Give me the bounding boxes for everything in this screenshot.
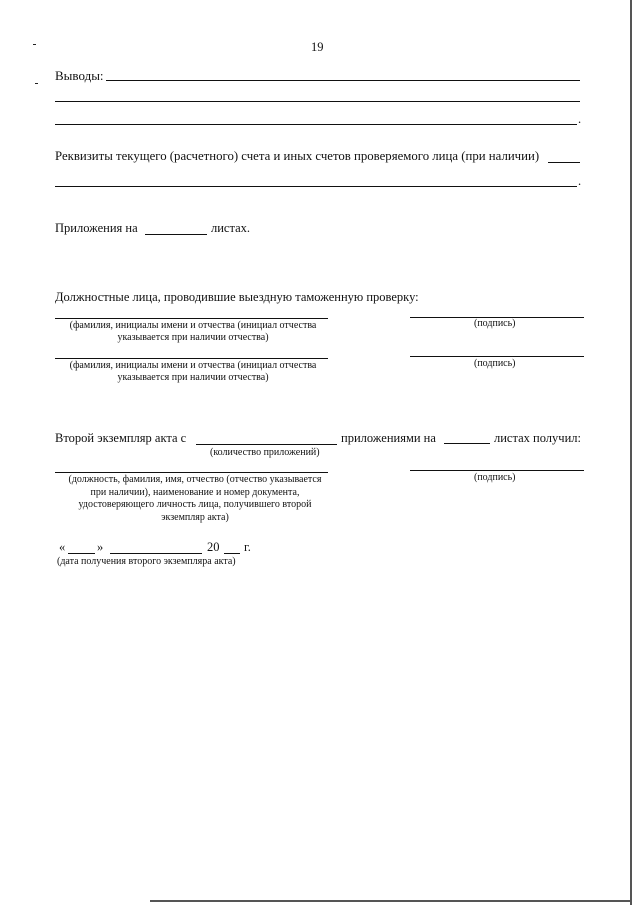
date-day-field[interactable] [68,553,95,554]
conclusions-label: Выводы: [55,68,104,83]
second-copy-sheets-field[interactable] [444,443,490,444]
official-1-name-caption: (фамилия, инициалы имени и отчества (инициал отчества указывается при наличии отчества) [69,320,317,343]
conclusions-end-dot: . [578,112,582,126]
requisites-label: Реквизиты текущего (расчетного) счета и иных счетов проверяемого лица (при наличии) [55,149,540,163]
official-2-name-line[interactable] [55,358,328,359]
date-month-field[interactable] [110,553,202,554]
requisites-line-1[interactable] [548,162,580,163]
second-copy-person-line[interactable] [55,472,328,473]
attachments-suffix: листах. [211,221,251,235]
second-copy-suffix: листах получил: [494,431,581,445]
official-2-signature-line[interactable] [410,356,584,357]
date-year-prefix: 20 [207,540,220,554]
scan-speck-2 [35,83,38,84]
official-2-name-caption: (фамилия, инициалы имени и отчества (инициал отчества указывается при наличии отчества) [69,360,317,383]
second-copy-signature-line[interactable] [410,470,584,471]
requisites-end-dot: . [578,174,582,188]
second-copy-signature-caption: (подпись) [474,472,516,483]
conclusions-line-2[interactable] [55,101,580,102]
attachments-prefix: Приложения на [55,221,138,235]
official-1-name-line[interactable] [55,318,328,319]
page-number: 19 [311,40,324,54]
date-year-field[interactable] [224,553,240,554]
requisites-line-2[interactable] [55,186,577,187]
scan-edge-bottom [150,900,632,902]
second-copy-prefix: Второй экземпляр акта с [55,431,187,445]
second-copy-count-caption: (количество приложений) [210,447,320,458]
conclusions-line-1[interactable] [106,80,580,81]
official-1-signature-caption: (подпись) [474,318,516,329]
date-year-suffix: г. [244,540,251,554]
conclusions-line-3[interactable] [55,124,577,125]
date-open-quote: « [59,540,66,554]
officials-heading: Должностные лица, проводившие выездную таможенную проверку: [55,290,419,304]
second-copy-count-field[interactable] [196,444,337,445]
second-copy-middle: приложениями на [341,431,436,445]
scan-edge-right [630,0,632,905]
scan-speck-1 [33,44,36,45]
second-copy-person-caption: (должность, фамилия, имя, отчество (отчество указывается при наличии), наименование и номер документа, удостоверяющего личность лица, получившего второй экземпляр акта) [68,474,322,523]
attachments-sheets-field[interactable] [145,234,207,235]
date-close-quote: » [97,540,104,554]
official-2-signature-caption: (подпись) [474,358,516,369]
date-caption: (дата получения второго экземпляра акта) [57,556,236,567]
